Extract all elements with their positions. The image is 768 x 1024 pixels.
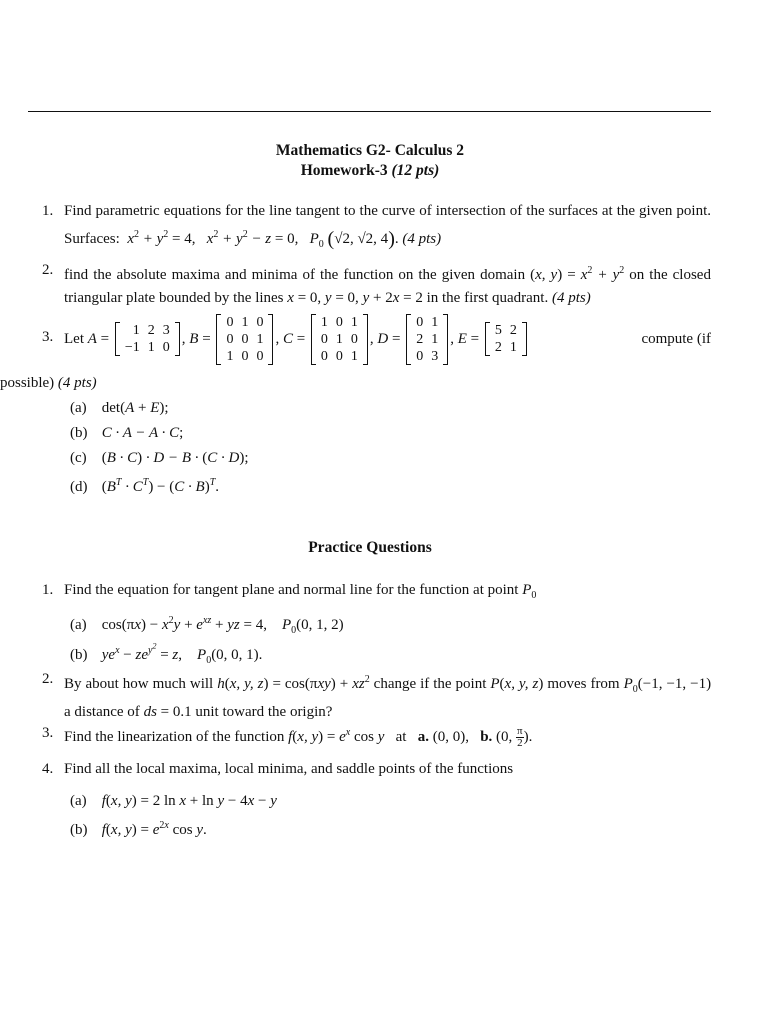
function-f: f(x, $y) = e^x$ cos y [288, 727, 385, 745]
sub-expr: $ye^x - ze^{y^2} = z$, $P_0(0$, 0, 1). [101, 642, 263, 667]
point-p0: $P_0(-1$, −1, −1) [623, 676, 712, 695]
sub-expr: $\cos(\pi x) - x^2y + e^{xz}$ + yz = 4, $P_0(0$, 1, 2) [101, 615, 344, 636]
matrix-c-label: C [282, 330, 293, 347]
header-rule [28, 111, 711, 112]
matrix-c: 1 0 1 0 1 0 0 0 1 [311, 314, 368, 365]
hw3-sub-a: (a) det(A + E); [70, 400, 169, 416]
practice-item-1 [42, 579, 711, 607]
matrix-b: 0 1 0 0 0 1 1 0 0 [216, 314, 273, 365]
homework-title [0, 161, 740, 181]
practice-item-4: 4. Find all the local maxima, local minima, and saddle points of the functions [64, 758, 711, 781]
hw-item-1 [42, 200, 711, 256]
item-number: 4. [42, 761, 54, 777]
item-number: 2. [42, 671, 54, 687]
item-points: (4 pts) [57, 375, 97, 391]
item-number: 3. [42, 329, 54, 345]
practice4-sub-a: (a) f(x, y) = 2 ln x + ln y − 4x − y [70, 793, 277, 809]
course-title: Mathematics G2- Calculus 2 [275, 142, 465, 159]
matrix-d: 0 1 2 1 0 3 [406, 314, 448, 365]
compute-text: compute (if [641, 330, 711, 347]
item-text: find the absolute maxima and minima of the function on the given domain [64, 267, 526, 283]
point-p: P(x, y, z) [490, 676, 544, 692]
practice-title: Practice Questions [308, 539, 432, 556]
item-number: 3. [42, 725, 54, 741]
hw3-sub-d: (d) $(B^T \cdot C^T) - (C \cdot B)^T$. [70, 477, 219, 495]
practice1-sub-a: (a) $\cos(\pi x) - x^2y + e^{xz}$ + yz = 4, $P_0(0$, 1, 2) [70, 615, 344, 636]
let-text: Let [64, 330, 84, 347]
hw-item-3: 3. Let A = 1 2 3 −1 1 0 , B = 0 1 0 0 0 1 1 0 0 , C = 1 0 1 0 1 0 0 0 1 , D = 0 1 2 1 0 3 , E = 5 2 2 1 compute (if possible) (4 pts) [64, 310, 711, 395]
practice4-sub-b: (b) f(x, $y) = e^{2x}$ cos y. [70, 820, 207, 838]
point-b: (0, $\frac{\pi}{2}$ ). [496, 725, 533, 750]
item-text-c: in the first quadrant. [426, 290, 549, 306]
matrix-a-label: A [87, 330, 97, 347]
compute-cont: possible) (4 pts) [0, 375, 97, 391]
surface-eq-1: $x^2 + y^2 = 4$, [127, 229, 196, 247]
item-points: (4 pts) [551, 290, 591, 306]
matrix-a: 1 2 3 −1 1 0 [115, 322, 180, 356]
practice1-sub-b: (b) $ye^x - ze^{y^2} = z$, $P_0(0$, 0, 1). [70, 642, 263, 667]
hw-label: Homework-3 [300, 162, 388, 179]
item-number: 1. [42, 582, 54, 598]
practice-item-3: 3. Find the linearization of the function f(x, $y) = e^x$ cos y at a. (0, 0), b. (0, $\frac{\pi}{2}$ ). [64, 719, 711, 751]
matrix-e-label: E [457, 330, 467, 347]
function-h: h(x, y, $z) = \cos(\pi xy) + xz^2$ [217, 674, 370, 692]
sub-expr: $(B^T \cdot C^T) - (C \cdot B)^T$. [101, 477, 219, 495]
point-a: (0, 0), [432, 729, 469, 745]
practice-item-2: 2. By about how much will h(x, y, $z) = \cos(\pi xy) + xz^2$ change if the point P(x, y, z) moves from $P_0(-1$, −1, −1) a distance of ds = 0.1 unit toward the origin? [64, 668, 711, 724]
hw-points: (12 pts) [391, 162, 440, 179]
item-number: 1. [42, 203, 54, 219]
item-points: (4 pts) [402, 231, 442, 247]
item-text-b: on the closed triangular plate bounded by the lines [64, 267, 711, 306]
point-label: $P_0$ [522, 582, 537, 601]
matrix-e: 5 2 2 1 [485, 322, 527, 356]
surface-eq-2: $x^2 + y^2 - z = 0$, [206, 229, 299, 247]
item-text: Find parametric equations for the line tangent to the curve of intersection of the surfaces at the given point. Surfaces: [64, 203, 711, 247]
item-text: Find the equation for tangent plane and normal line for the function at point [64, 582, 519, 598]
title-block [0, 141, 740, 181]
sub-expr: f(x, $y) = e^{2x}$ cos y. [101, 820, 207, 838]
ds-value: ds = 0.1 [143, 704, 192, 720]
domain-expr: (x, $y) = x^2 + y^2$ [530, 265, 625, 283]
sub-expr: det(A + E); [101, 400, 169, 416]
sub-expr: C · A − A · C; [101, 425, 184, 441]
sub-expr: f(x, y) = 2 ln x + ln y − 4x − y [101, 793, 277, 809]
matrix-b-label: B [189, 330, 199, 347]
hw3-sub-c: (c) (B · C) · D − B · (C · D); [70, 450, 249, 466]
hw-item-2 [42, 259, 711, 310]
matrix-d-label: D [377, 330, 389, 347]
bounding-lines: x = 0, y = 0, y + 2x = 2 [287, 290, 423, 306]
sub-expr: (B · C) · D − B · (C · D); [101, 450, 249, 466]
point-p0: $P_0$ (√2, √2, 4). [309, 228, 399, 250]
item-number: 2. [42, 262, 54, 278]
hw3-sub-b: (b) C · A − A · C; [70, 425, 184, 441]
